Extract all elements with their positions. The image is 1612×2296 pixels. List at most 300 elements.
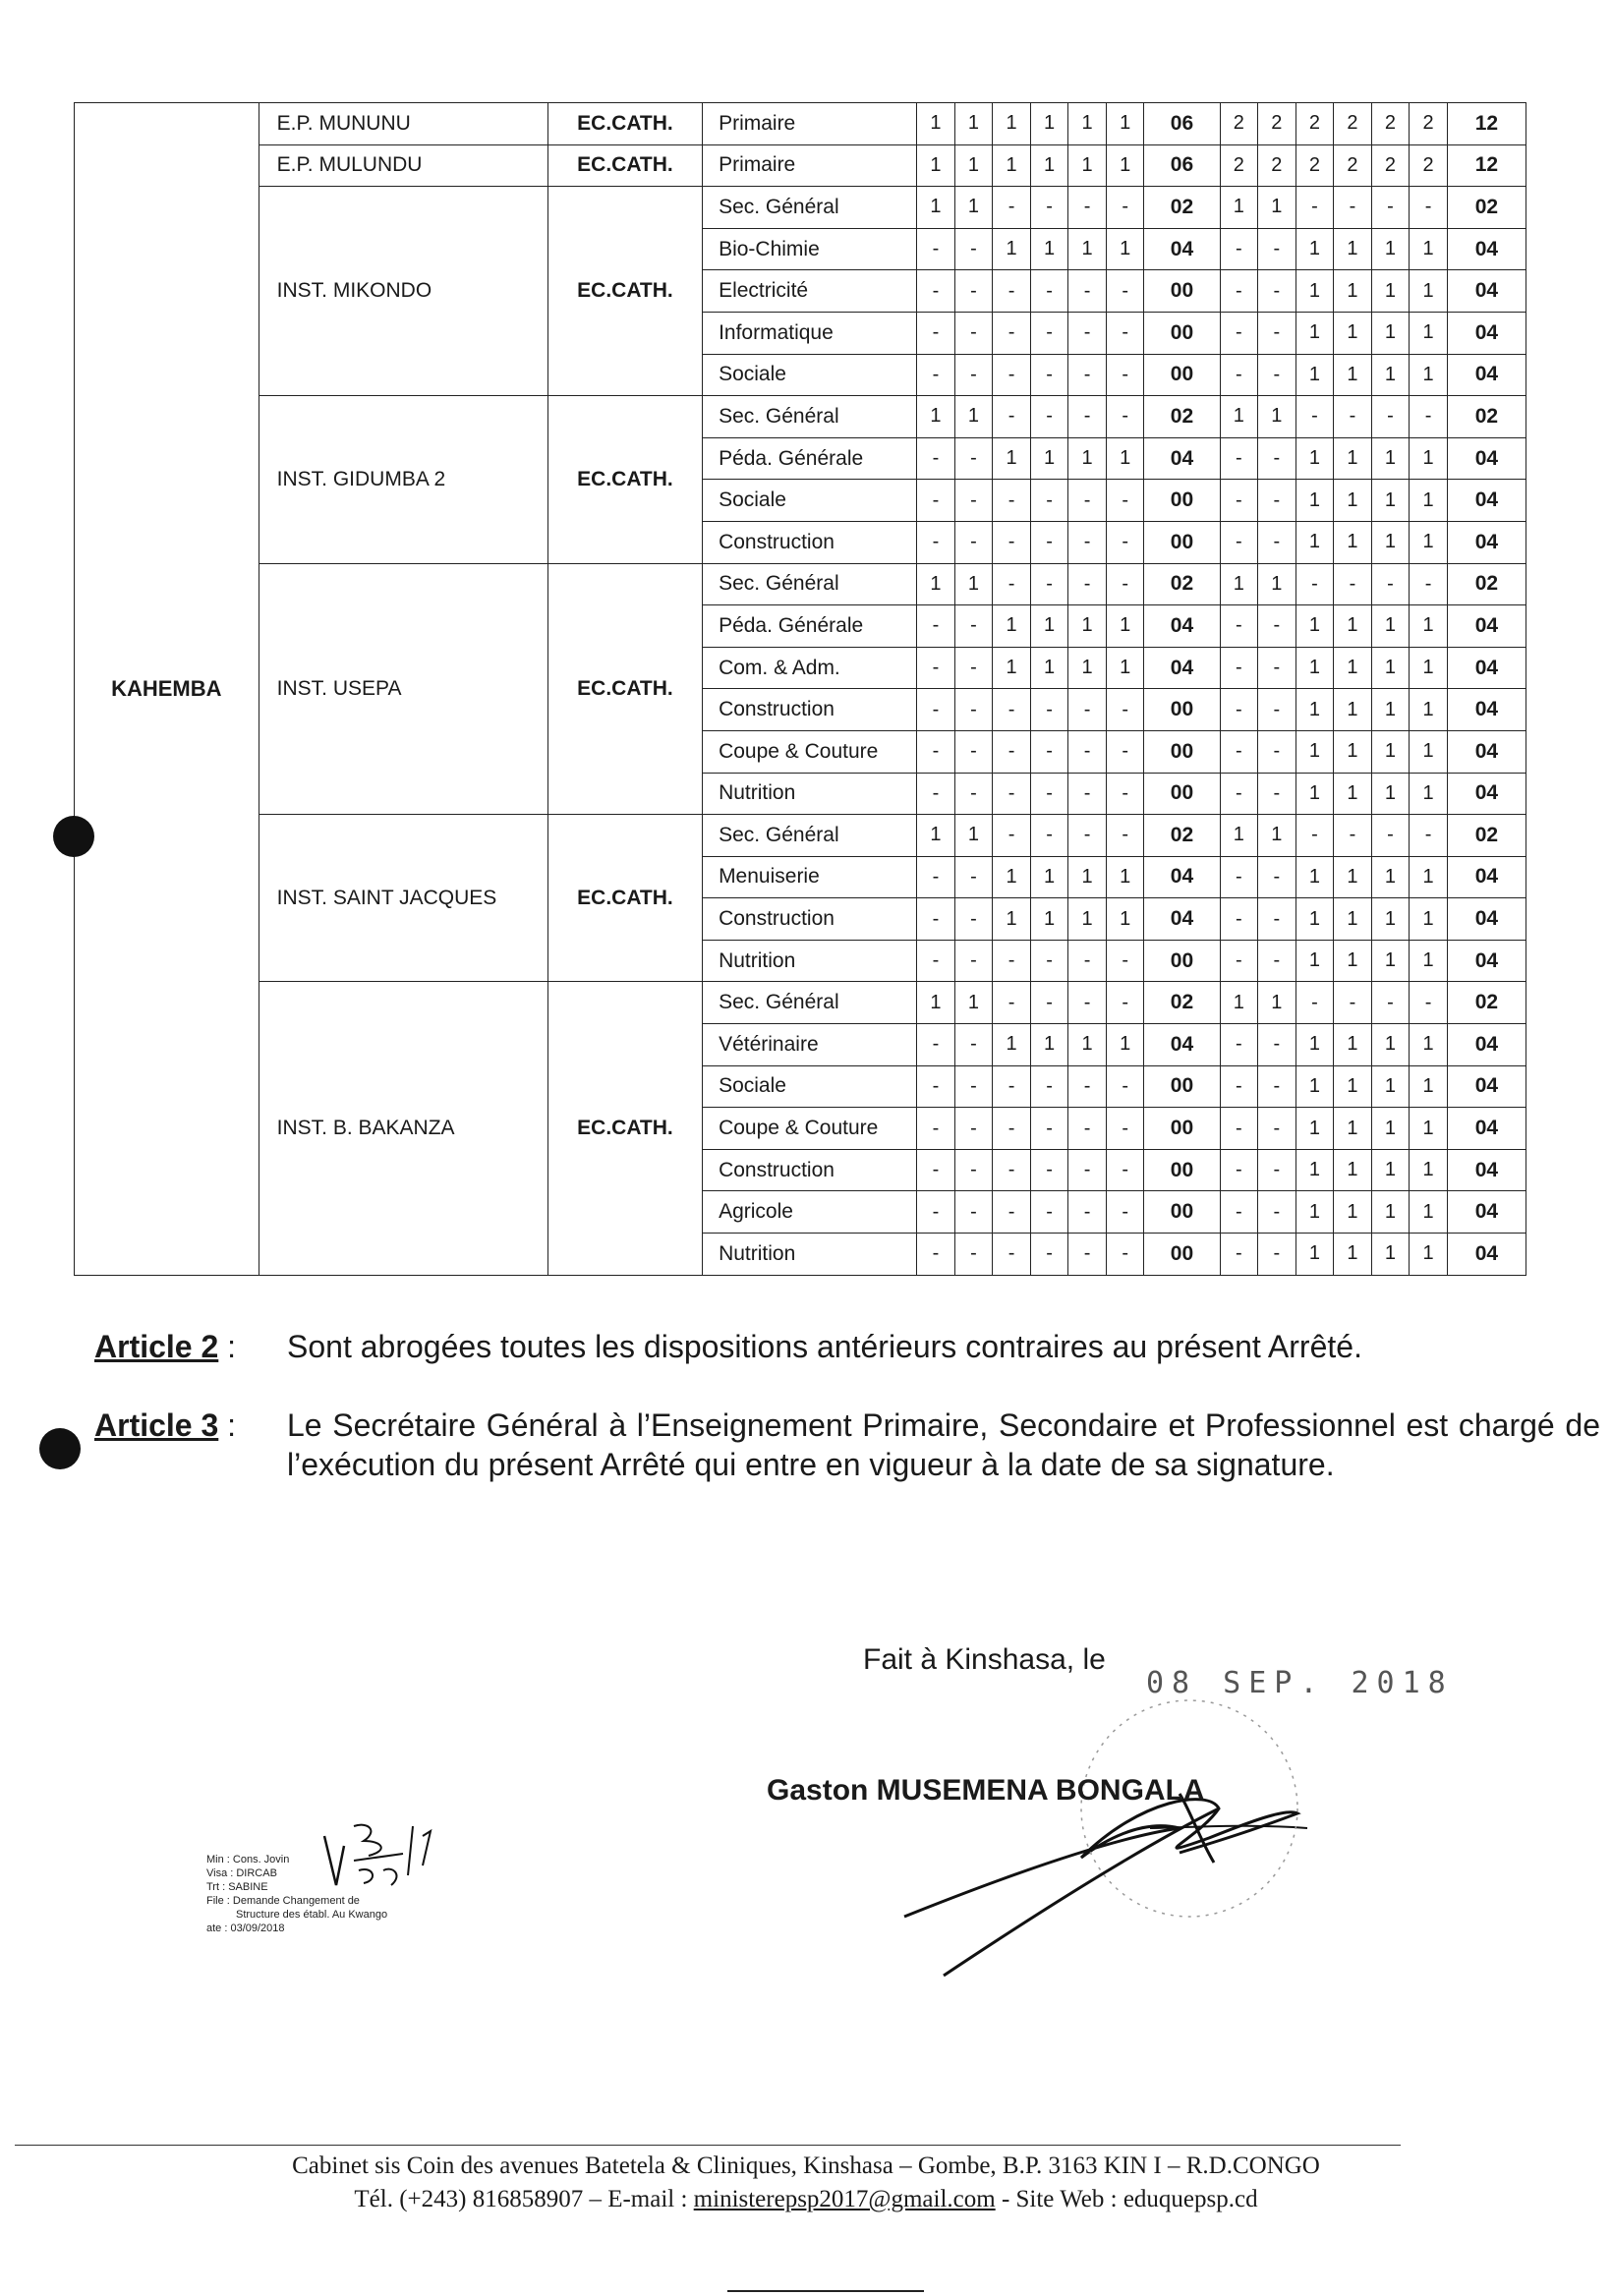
- total-a-cell: 00: [1144, 354, 1220, 396]
- total-a-cell: 00: [1144, 730, 1220, 773]
- total-b-cell: 04: [1447, 730, 1526, 773]
- class-count-b-cell: -: [1220, 1065, 1258, 1108]
- footer-address: Cabinet sis Coin des avenues Batetela & Cliniques, Kinshasa – Gombe, B.P. 3163 KIN I – R.D.CONGO: [292, 2152, 1320, 2179]
- total-a-cell: 02: [1144, 563, 1220, 605]
- total-a-cell: 02: [1144, 815, 1220, 857]
- class-count-a-cell: -: [954, 312, 993, 354]
- class-count-b-cell: 1: [1371, 437, 1410, 480]
- class-count-b-cell: 1: [1371, 689, 1410, 731]
- school-name-cell: E.P. MULUNDU: [259, 144, 547, 187]
- class-count-b-cell: 1: [1371, 1108, 1410, 1150]
- class-count-a-cell: -: [1068, 312, 1107, 354]
- table-row: [75, 563, 1526, 605]
- class-count-b-cell: -: [1220, 270, 1258, 313]
- class-count-a-cell: -: [1068, 982, 1107, 1024]
- total-a-cell: 02: [1144, 187, 1220, 229]
- class-count-a-cell: -: [993, 270, 1031, 313]
- class-count-a-cell: -: [1068, 1234, 1107, 1276]
- class-count-a-cell: -: [993, 940, 1031, 982]
- class-count-a-cell: -: [993, 1065, 1031, 1108]
- article-3-text: Le Secrétaire Général à l’Enseignement Primaire, Secondaire et Professionnel est chargé de l’exécution du présent Arrêté qui entre en vigueur à la date de sa signature.: [287, 1407, 1600, 1482]
- class-count-a-cell: -: [993, 312, 1031, 354]
- total-a-cell: 00: [1144, 940, 1220, 982]
- class-count-b-cell: 1: [1371, 1149, 1410, 1191]
- class-count-b-cell: -: [1220, 940, 1258, 982]
- punch-hole-top: [53, 816, 94, 857]
- class-count-b-cell: 1: [1410, 773, 1448, 815]
- class-count-a-cell: -: [917, 605, 955, 648]
- class-count-b-cell: 2: [1295, 103, 1334, 145]
- class-count-a-cell: -: [954, 1149, 993, 1191]
- class-count-a-cell: -: [1068, 480, 1107, 522]
- signatory-name: Gaston MUSEMENA BONGALA: [767, 1774, 1205, 1807]
- class-count-a-cell: -: [954, 647, 993, 689]
- class-count-b-cell: -: [1258, 898, 1296, 941]
- punch-hole-bottom: [39, 1428, 81, 1469]
- class-count-a-cell: 1: [917, 187, 955, 229]
- option-cell: Com. & Adm.: [703, 647, 917, 689]
- class-count-b-cell: 1: [1295, 605, 1334, 648]
- class-count-b-cell: 1: [1295, 1065, 1334, 1108]
- total-b-cell: 04: [1447, 1191, 1526, 1234]
- class-count-b-cell: -: [1258, 647, 1296, 689]
- class-count-a-cell: -: [1106, 521, 1144, 563]
- class-count-b-cell: 1: [1334, 647, 1372, 689]
- class-count-b-cell: 1: [1334, 856, 1372, 898]
- class-count-b-cell: 2: [1371, 144, 1410, 187]
- total-b-cell: 12: [1447, 144, 1526, 187]
- class-count-b-cell: 1: [1371, 270, 1410, 313]
- network-cell: EC.CATH.: [547, 982, 702, 1275]
- network-cell: EC.CATH.: [547, 563, 702, 815]
- class-count-b-cell: 1: [1371, 605, 1410, 648]
- network-cell: EC.CATH.: [547, 396, 702, 563]
- total-b-cell: 04: [1447, 605, 1526, 648]
- class-count-b-cell: 1: [1220, 563, 1258, 605]
- class-count-a-cell: -: [917, 856, 955, 898]
- class-count-b-cell: -: [1220, 1108, 1258, 1150]
- class-count-a-cell: -: [917, 730, 955, 773]
- total-b-cell: 04: [1447, 898, 1526, 941]
- total-b-cell: 12: [1447, 103, 1526, 145]
- class-count-a-cell: 1: [917, 396, 955, 438]
- option-cell: Construction: [703, 898, 917, 941]
- class-count-b-cell: 1: [1371, 312, 1410, 354]
- class-count-a-cell: 1: [1030, 856, 1068, 898]
- class-count-a-cell: -: [917, 437, 955, 480]
- class-count-a-cell: 1: [917, 563, 955, 605]
- class-count-b-cell: 1: [1371, 773, 1410, 815]
- class-count-b-cell: 1: [1334, 521, 1372, 563]
- class-count-a-cell: 1: [1068, 103, 1107, 145]
- class-count-b-cell: 1: [1410, 228, 1448, 270]
- class-count-b-cell: -: [1295, 982, 1334, 1024]
- visa-dircab: Visa : DIRCAB: [206, 1867, 277, 1879]
- class-count-b-cell: 1: [1410, 1108, 1448, 1150]
- class-count-a-cell: -: [1030, 563, 1068, 605]
- class-count-a-cell: 1: [1106, 103, 1144, 145]
- class-count-a-cell: -: [1106, 982, 1144, 1024]
- class-count-b-cell: -: [1371, 815, 1410, 857]
- class-count-b-cell: -: [1220, 312, 1258, 354]
- class-count-a-cell: -: [1030, 396, 1068, 438]
- class-count-a-cell: -: [954, 480, 993, 522]
- total-a-cell: 04: [1144, 856, 1220, 898]
- class-count-a-cell: 1: [1068, 1024, 1107, 1066]
- class-count-b-cell: -: [1258, 1024, 1296, 1066]
- class-count-a-cell: -: [1106, 563, 1144, 605]
- class-count-a-cell: 1: [954, 563, 993, 605]
- option-cell: Sociale: [703, 354, 917, 396]
- option-cell: Menuiserie: [703, 856, 917, 898]
- class-count-b-cell: -: [1220, 730, 1258, 773]
- class-count-a-cell: -: [993, 187, 1031, 229]
- class-count-b-cell: 1: [1371, 647, 1410, 689]
- class-count-a-cell: -: [954, 730, 993, 773]
- class-count-b-cell: 1: [1295, 647, 1334, 689]
- class-count-b-cell: 1: [1295, 1108, 1334, 1150]
- class-count-a-cell: -: [993, 1234, 1031, 1276]
- class-count-b-cell: 1: [1410, 1234, 1448, 1276]
- class-count-a-cell: -: [954, 1108, 993, 1150]
- visa-file-2: Structure des établ. Au Kwango: [236, 1909, 388, 1921]
- total-b-cell: 04: [1447, 521, 1526, 563]
- total-b-cell: 04: [1447, 1024, 1526, 1066]
- class-count-a-cell: 1: [954, 815, 993, 857]
- option-cell: Electricité: [703, 270, 917, 313]
- class-count-b-cell: 1: [1334, 940, 1372, 982]
- visa-date: ate : 03/09/2018: [206, 1923, 285, 1934]
- class-count-a-cell: -: [993, 730, 1031, 773]
- total-b-cell: 04: [1447, 940, 1526, 982]
- class-count-a-cell: 1: [1030, 437, 1068, 480]
- class-count-b-cell: 1: [1410, 1065, 1448, 1108]
- class-count-b-cell: 1: [1334, 480, 1372, 522]
- class-count-b-cell: 1: [1371, 1065, 1410, 1108]
- footer-tel: Tél. (+243) 816858907 – E-mail :: [354, 2186, 694, 2212]
- class-count-a-cell: 1: [917, 982, 955, 1024]
- option-cell: Péda. Générale: [703, 437, 917, 480]
- total-b-cell: 04: [1447, 1065, 1526, 1108]
- class-count-a-cell: -: [1030, 1191, 1068, 1234]
- class-count-b-cell: 1: [1371, 480, 1410, 522]
- class-count-a-cell: -: [917, 1191, 955, 1234]
- class-count-a-cell: -: [1030, 940, 1068, 982]
- total-a-cell: 02: [1144, 396, 1220, 438]
- class-count-b-cell: 1: [1334, 773, 1372, 815]
- class-count-a-cell: -: [917, 689, 955, 731]
- class-count-a-cell: -: [1106, 270, 1144, 313]
- table-row: [75, 982, 1526, 1024]
- class-count-a-cell: -: [993, 982, 1031, 1024]
- class-count-b-cell: 1: [1410, 605, 1448, 648]
- class-count-b-cell: 1: [1371, 940, 1410, 982]
- class-count-b-cell: 1: [1410, 312, 1448, 354]
- class-count-b-cell: 1: [1334, 898, 1372, 941]
- class-count-a-cell: -: [1068, 270, 1107, 313]
- class-count-a-cell: -: [1068, 689, 1107, 731]
- class-count-a-cell: -: [917, 898, 955, 941]
- option-cell: Sec. Général: [703, 815, 917, 857]
- class-count-b-cell: 1: [1295, 1149, 1334, 1191]
- class-count-b-cell: 1: [1258, 396, 1296, 438]
- total-b-cell: 04: [1447, 647, 1526, 689]
- option-cell: Sec. Général: [703, 396, 917, 438]
- class-count-b-cell: -: [1258, 605, 1296, 648]
- class-count-b-cell: -: [1258, 689, 1296, 731]
- class-count-b-cell: -: [1220, 437, 1258, 480]
- class-count-b-cell: 2: [1410, 103, 1448, 145]
- class-count-a-cell: -: [954, 856, 993, 898]
- class-count-a-cell: 1: [1030, 228, 1068, 270]
- total-a-cell: 00: [1144, 1234, 1220, 1276]
- class-count-b-cell: 1: [1410, 856, 1448, 898]
- class-count-a-cell: -: [1068, 354, 1107, 396]
- class-count-b-cell: -: [1295, 396, 1334, 438]
- class-count-a-cell: 1: [954, 982, 993, 1024]
- region-cell: KAHEMBA: [75, 103, 259, 1276]
- class-count-b-cell: 1: [1334, 270, 1372, 313]
- class-count-a-cell: 1: [917, 103, 955, 145]
- total-b-cell: 02: [1447, 982, 1526, 1024]
- total-a-cell: 04: [1144, 647, 1220, 689]
- total-a-cell: 00: [1144, 521, 1220, 563]
- visa-block: [206, 1853, 387, 1935]
- class-count-b-cell: -: [1258, 1065, 1296, 1108]
- class-count-a-cell: 1: [993, 103, 1031, 145]
- class-count-b-cell: 1: [1295, 1234, 1334, 1276]
- school-name-cell: E.P. MUNUNU: [259, 103, 547, 145]
- class-count-b-cell: -: [1258, 270, 1296, 313]
- class-count-b-cell: -: [1258, 856, 1296, 898]
- class-count-b-cell: 1: [1220, 187, 1258, 229]
- class-count-a-cell: -: [993, 354, 1031, 396]
- class-count-a-cell: -: [954, 354, 993, 396]
- class-count-b-cell: -: [1410, 982, 1448, 1024]
- class-count-a-cell: 1: [1106, 228, 1144, 270]
- class-count-b-cell: 2: [1371, 103, 1410, 145]
- class-count-b-cell: 1: [1295, 1191, 1334, 1234]
- total-b-cell: 04: [1447, 856, 1526, 898]
- class-count-a-cell: 1: [993, 144, 1031, 187]
- visa-trt: Trt : SABINE: [206, 1881, 268, 1893]
- class-count-b-cell: 1: [1295, 437, 1334, 480]
- option-cell: Construction: [703, 689, 917, 731]
- class-count-a-cell: 1: [1106, 647, 1144, 689]
- class-count-a-cell: 1: [1030, 647, 1068, 689]
- class-count-a-cell: 1: [1068, 228, 1107, 270]
- class-count-a-cell: -: [1030, 1234, 1068, 1276]
- total-b-cell: 04: [1447, 312, 1526, 354]
- class-count-b-cell: -: [1334, 815, 1372, 857]
- class-count-a-cell: 1: [917, 144, 955, 187]
- table-row: [75, 103, 1526, 145]
- class-count-b-cell: 1: [1410, 354, 1448, 396]
- class-count-b-cell: -: [1220, 1191, 1258, 1234]
- class-count-a-cell: -: [1106, 1149, 1144, 1191]
- total-a-cell: 00: [1144, 312, 1220, 354]
- class-count-b-cell: 1: [1334, 1191, 1372, 1234]
- class-count-b-cell: -: [1410, 815, 1448, 857]
- class-count-a-cell: -: [993, 815, 1031, 857]
- class-count-a-cell: 1: [993, 647, 1031, 689]
- class-count-b-cell: 1: [1258, 982, 1296, 1024]
- total-b-cell: 04: [1447, 354, 1526, 396]
- class-count-b-cell: -: [1258, 1191, 1296, 1234]
- option-cell: Sociale: [703, 480, 917, 522]
- class-count-b-cell: -: [1258, 437, 1296, 480]
- total-b-cell: 04: [1447, 1149, 1526, 1191]
- class-count-b-cell: 1: [1295, 228, 1334, 270]
- class-count-a-cell: -: [993, 773, 1031, 815]
- class-count-b-cell: 1: [1220, 815, 1258, 857]
- class-count-a-cell: 1: [1068, 647, 1107, 689]
- class-count-b-cell: 1: [1334, 730, 1372, 773]
- footer-email-link[interactable]: ministerepsp2017@gmail.com: [693, 2186, 996, 2212]
- class-count-a-cell: -: [954, 1191, 993, 1234]
- class-count-a-cell: -: [1106, 1191, 1144, 1234]
- total-b-cell: 02: [1447, 563, 1526, 605]
- class-count-b-cell: 1: [1410, 437, 1448, 480]
- date-stamp: 08 SEP. 2018: [1146, 1666, 1454, 1700]
- class-count-b-cell: 1: [1334, 312, 1372, 354]
- class-count-a-cell: -: [993, 689, 1031, 731]
- class-count-b-cell: 1: [1220, 396, 1258, 438]
- class-count-b-cell: 1: [1295, 354, 1334, 396]
- class-count-a-cell: 1: [1068, 605, 1107, 648]
- class-count-a-cell: -: [954, 1234, 993, 1276]
- class-count-a-cell: 1: [1068, 144, 1107, 187]
- class-count-a-cell: 1: [1030, 144, 1068, 187]
- class-count-b-cell: 1: [1295, 773, 1334, 815]
- class-count-b-cell: 1: [1371, 1024, 1410, 1066]
- class-count-b-cell: 1: [1334, 354, 1372, 396]
- class-count-a-cell: 1: [1106, 898, 1144, 941]
- class-count-b-cell: 1: [1334, 1024, 1372, 1066]
- total-a-cell: 00: [1144, 270, 1220, 313]
- class-count-a-cell: -: [1068, 773, 1107, 815]
- class-count-b-cell: 1: [1334, 228, 1372, 270]
- class-count-a-cell: 1: [954, 144, 993, 187]
- class-count-a-cell: -: [917, 647, 955, 689]
- total-a-cell: 04: [1144, 605, 1220, 648]
- class-count-a-cell: -: [1106, 1234, 1144, 1276]
- class-count-b-cell: 1: [1295, 521, 1334, 563]
- class-count-b-cell: -: [1258, 1108, 1296, 1150]
- class-count-b-cell: 2: [1220, 103, 1258, 145]
- class-count-b-cell: 1: [1334, 437, 1372, 480]
- total-a-cell: 00: [1144, 1149, 1220, 1191]
- fait-a-kinshasa: Fait à Kinshasa, le: [863, 1643, 1106, 1676]
- class-count-b-cell: 1: [1371, 1234, 1410, 1276]
- network-cell: EC.CATH.: [547, 815, 702, 982]
- class-count-a-cell: -: [954, 605, 993, 648]
- class-count-a-cell: 1: [993, 605, 1031, 648]
- class-count-b-cell: -: [1410, 187, 1448, 229]
- class-count-a-cell: 1: [1030, 898, 1068, 941]
- class-count-a-cell: -: [1068, 521, 1107, 563]
- class-count-a-cell: -: [917, 228, 955, 270]
- class-count-a-cell: -: [1068, 1065, 1107, 1108]
- class-count-a-cell: -: [917, 354, 955, 396]
- class-count-b-cell: -: [1258, 521, 1296, 563]
- class-count-a-cell: -: [1030, 480, 1068, 522]
- class-count-a-cell: -: [954, 773, 993, 815]
- class-count-b-cell: 1: [1258, 563, 1296, 605]
- school-name-cell: INST. SAINT JACQUES: [259, 815, 547, 982]
- option-cell: Bio-Chimie: [703, 228, 917, 270]
- class-count-a-cell: -: [1106, 1065, 1144, 1108]
- class-count-a-cell: -: [917, 773, 955, 815]
- class-count-a-cell: 1: [1068, 856, 1107, 898]
- table-row: [75, 396, 1526, 438]
- footer-rule: [15, 2145, 1401, 2146]
- class-count-a-cell: -: [993, 1108, 1031, 1150]
- class-count-a-cell: -: [1030, 689, 1068, 731]
- class-count-b-cell: -: [1258, 354, 1296, 396]
- class-count-b-cell: 1: [1295, 856, 1334, 898]
- class-count-a-cell: -: [1068, 730, 1107, 773]
- option-cell: Vétérinaire: [703, 1024, 917, 1066]
- option-cell: Sec. Général: [703, 982, 917, 1024]
- class-count-b-cell: 1: [1295, 730, 1334, 773]
- school-name-cell: INST. B. BAKANZA: [259, 982, 547, 1275]
- total-b-cell: 04: [1447, 1234, 1526, 1276]
- class-count-a-cell: -: [1030, 730, 1068, 773]
- class-count-b-cell: 1: [1258, 187, 1296, 229]
- class-count-b-cell: 1: [1410, 270, 1448, 313]
- class-count-b-cell: 2: [1410, 144, 1448, 187]
- class-count-b-cell: 1: [1371, 730, 1410, 773]
- class-count-b-cell: -: [1295, 815, 1334, 857]
- class-count-a-cell: -: [993, 521, 1031, 563]
- class-count-b-cell: -: [1258, 228, 1296, 270]
- option-cell: Construction: [703, 1149, 917, 1191]
- class-count-b-cell: 2: [1334, 103, 1372, 145]
- class-count-b-cell: -: [1220, 480, 1258, 522]
- class-count-a-cell: -: [1068, 396, 1107, 438]
- total-a-cell: 00: [1144, 480, 1220, 522]
- class-count-b-cell: -: [1371, 187, 1410, 229]
- network-cell: EC.CATH.: [547, 144, 702, 187]
- class-count-a-cell: -: [1106, 730, 1144, 773]
- total-a-cell: 06: [1144, 144, 1220, 187]
- school-structure-table: [74, 102, 1526, 1276]
- total-a-cell: 00: [1144, 1065, 1220, 1108]
- class-count-a-cell: 1: [1106, 1024, 1144, 1066]
- class-count-b-cell: -: [1220, 773, 1258, 815]
- class-count-a-cell: 1: [954, 396, 993, 438]
- class-count-a-cell: 1: [993, 228, 1031, 270]
- class-count-a-cell: -: [1106, 1108, 1144, 1150]
- total-a-cell: 00: [1144, 773, 1220, 815]
- total-a-cell: 04: [1144, 228, 1220, 270]
- network-cell: EC.CATH.: [547, 187, 702, 396]
- class-count-b-cell: -: [1220, 521, 1258, 563]
- total-b-cell: 04: [1447, 1108, 1526, 1150]
- class-count-b-cell: -: [1371, 396, 1410, 438]
- class-count-a-cell: -: [1030, 982, 1068, 1024]
- class-count-b-cell: -: [1410, 563, 1448, 605]
- school-name-cell: INST. MIKONDO: [259, 187, 547, 396]
- class-count-a-cell: -: [1030, 312, 1068, 354]
- class-count-b-cell: 1: [1371, 521, 1410, 563]
- class-count-b-cell: -: [1334, 187, 1372, 229]
- class-count-a-cell: -: [917, 1024, 955, 1066]
- class-count-b-cell: -: [1258, 1234, 1296, 1276]
- class-count-a-cell: -: [954, 940, 993, 982]
- class-count-a-cell: -: [1030, 521, 1068, 563]
